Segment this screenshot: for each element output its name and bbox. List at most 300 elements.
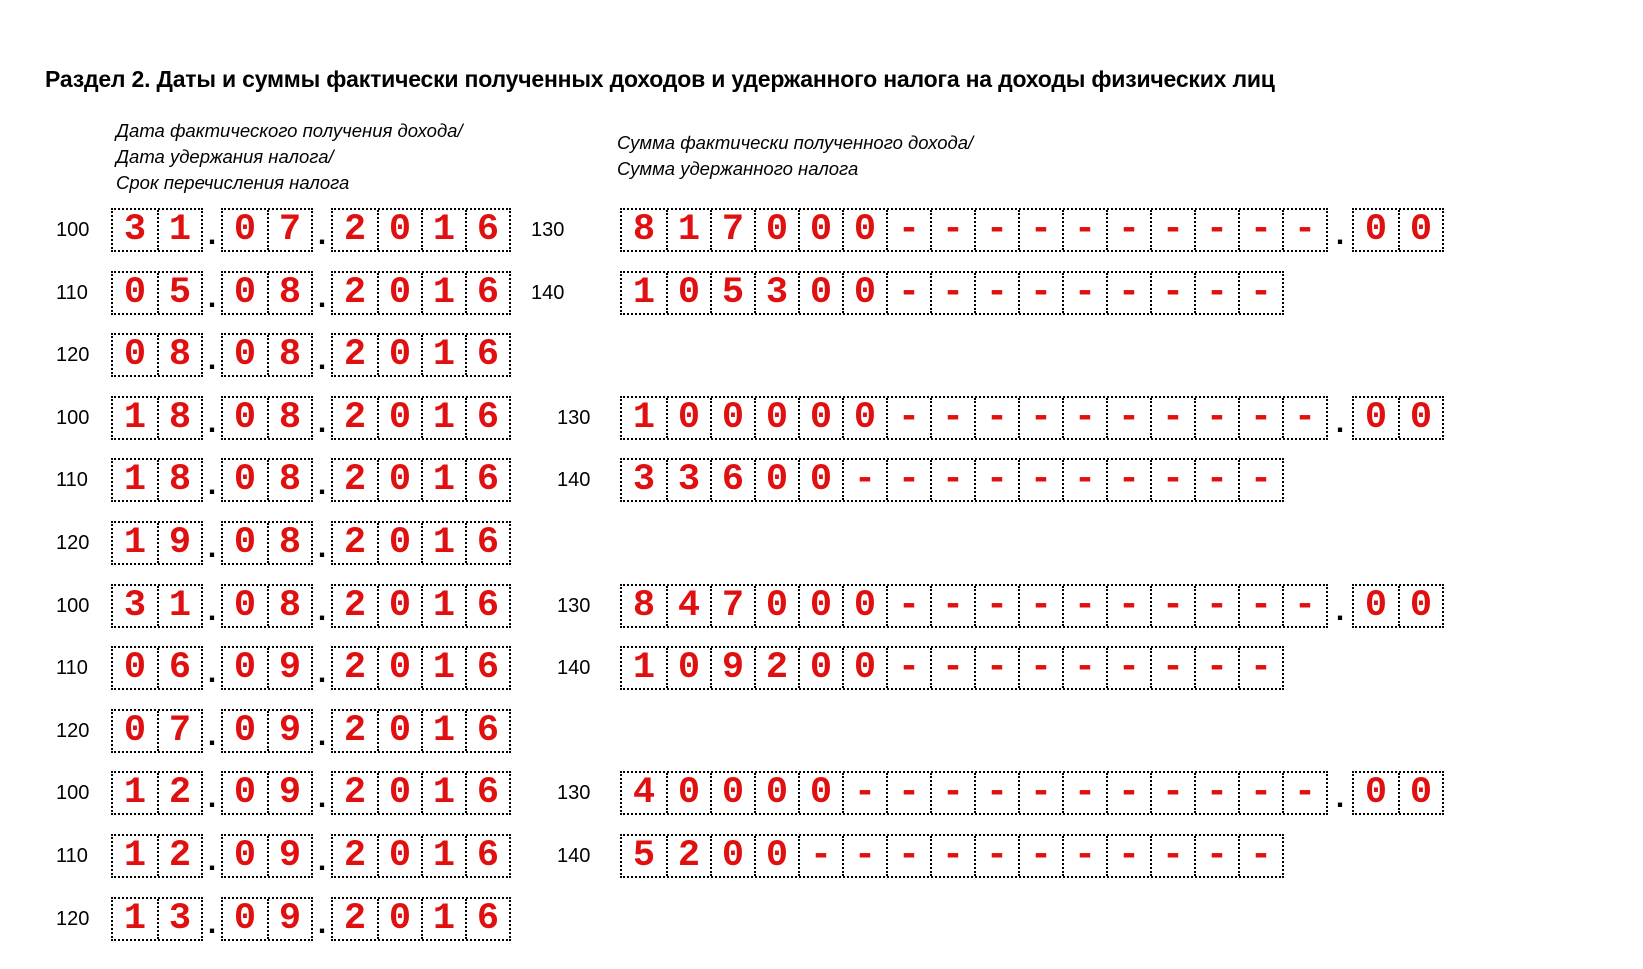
digit-cell: 6 (465, 523, 509, 563)
digit-cell: 0 (842, 648, 886, 688)
digit-cell: - (974, 648, 1018, 688)
day-cells (111, 458, 203, 502)
digit-cell: - (1282, 398, 1326, 438)
digit-cell: 1 (421, 773, 465, 813)
date-separator: . (313, 345, 332, 379)
digit-cell: 0 (666, 648, 710, 688)
month-cells (221, 709, 313, 753)
digit-cell: - (842, 836, 886, 876)
amount-cells (620, 458, 1284, 502)
digit-cell: - (1238, 648, 1282, 688)
digit-cell: 0 (1398, 773, 1442, 813)
month-cells (221, 584, 313, 628)
digit-cell: 6 (465, 648, 509, 688)
date-separator: . (203, 220, 222, 254)
digit-cell: 0 (377, 773, 421, 813)
date-separator: . (313, 408, 332, 442)
digit-cell: - (1106, 460, 1150, 500)
day-cells (111, 646, 203, 690)
digit-cell: 0 (666, 773, 710, 813)
digit-cell: - (1238, 460, 1282, 500)
digit-cell: 6 (157, 648, 201, 688)
digit-cell: - (1150, 773, 1194, 813)
month-cells (221, 897, 313, 941)
digit-cell: 1 (421, 460, 465, 500)
digit-cell: - (1238, 836, 1282, 876)
digit-cell: 6 (465, 899, 509, 939)
digit-cell: 8 (157, 335, 201, 375)
kopeck-cells (1352, 208, 1444, 252)
digit-cell: 0 (233, 397, 257, 439)
digit-cell: 0 (798, 210, 842, 250)
digit-cell: - (974, 398, 1018, 438)
digit-cell: - (886, 398, 930, 438)
digit-cell: 2 (343, 459, 367, 501)
year-cells (331, 771, 511, 815)
digit-cell: - (1018, 773, 1062, 813)
digit-cell: 0 (377, 273, 421, 313)
digit-cell: 0 (842, 586, 886, 626)
amount-line-code: 140 (531, 282, 565, 304)
digit-cell: 1 (123, 522, 147, 564)
digit-cell: - (1106, 836, 1150, 876)
digit-cell: 1 (157, 586, 201, 626)
digit-cell: - (1062, 273, 1106, 313)
digit-cell: 0 (842, 398, 886, 438)
digit-cell: 1 (421, 586, 465, 626)
month-cells (221, 521, 313, 565)
digit-cell: 0 (377, 836, 421, 876)
digit-cell: - (1018, 586, 1062, 626)
digit-cell: - (1106, 273, 1150, 313)
year-cells (331, 208, 511, 252)
digit-cell: 2 (343, 898, 367, 940)
digit-cell: - (1194, 773, 1238, 813)
digit-cell: - (1062, 836, 1106, 876)
digit-cell: 5 (632, 835, 656, 877)
digit-cell: 1 (421, 210, 465, 250)
digit-cell: 0 (377, 523, 421, 563)
day-cells (111, 709, 203, 753)
digit-cell: 3 (157, 899, 201, 939)
decimal-separator: . (1330, 596, 1349, 630)
digit-cell: - (1106, 210, 1150, 250)
year-cells (331, 521, 511, 565)
digit-cell: - (1018, 460, 1062, 500)
month-cells (221, 646, 313, 690)
digit-cell: - (1194, 460, 1238, 500)
digit-cell: 0 (842, 273, 886, 313)
digit-cell: 0 (233, 835, 257, 877)
digit-cell: 8 (157, 398, 201, 438)
digit-cell: 2 (343, 397, 367, 439)
digit-cell: 2 (343, 647, 367, 689)
digit-cell: 0 (233, 459, 257, 501)
decimal-separator: . (1330, 220, 1349, 254)
digit-cell: - (1062, 398, 1106, 438)
digit-cell: - (1018, 836, 1062, 876)
date-field[interactable] (111, 584, 511, 628)
digit-cell: - (930, 460, 974, 500)
date-field[interactable] (111, 208, 511, 252)
digit-cell: 6 (465, 210, 509, 250)
digit-cell: 6 (710, 460, 754, 500)
digit-cell: - (1238, 273, 1282, 313)
digit-cell: - (1282, 773, 1326, 813)
digit-cell: 0 (754, 398, 798, 438)
digit-cell: 8 (267, 335, 311, 375)
date-separator: . (203, 533, 222, 567)
digit-cell: - (974, 273, 1018, 313)
digit-cell: - (886, 773, 930, 813)
digit-cell: - (974, 836, 1018, 876)
digit-cell: 0 (233, 522, 257, 564)
year-cells (331, 396, 511, 440)
digit-cell: 2 (343, 334, 367, 376)
digit-cell: 3 (754, 273, 798, 313)
digit-cell: - (1150, 648, 1194, 688)
digit-cell: 1 (421, 836, 465, 876)
day-cells (111, 208, 203, 252)
date-field[interactable] (111, 521, 511, 565)
month-cells (221, 834, 313, 878)
digit-cell: 2 (666, 836, 710, 876)
line-code: 120 (56, 344, 90, 366)
digit-cell: 0 (123, 710, 147, 752)
digit-cell: 0 (842, 210, 886, 250)
digit-cell: 8 (267, 398, 311, 438)
digit-cell: - (842, 773, 886, 813)
day-cells (111, 271, 203, 315)
digit-cell: 2 (343, 835, 367, 877)
digit-cell: 0 (754, 586, 798, 626)
digit-cell: 7 (710, 210, 754, 250)
digit-cell: - (886, 648, 930, 688)
date-field[interactable] (111, 396, 511, 440)
amount-cells (620, 584, 1328, 628)
digit-cell: - (930, 836, 974, 876)
digit-cell: 0 (798, 398, 842, 438)
digit-cell: 6 (465, 586, 509, 626)
digit-cell: 1 (632, 647, 656, 689)
digit-cell: - (930, 273, 974, 313)
digit-cell: - (842, 460, 886, 500)
date-field[interactable] (111, 333, 511, 377)
amount-field[interactable] (620, 834, 1284, 878)
digit-cell: - (1018, 273, 1062, 313)
digit-cell: 9 (267, 648, 311, 688)
amount-field[interactable] (620, 396, 1444, 440)
digit-cell: 8 (267, 460, 311, 500)
year-cells (331, 834, 511, 878)
kopeck-cells (1352, 396, 1444, 440)
date-field[interactable] (111, 897, 511, 941)
digit-cell: - (1018, 398, 1062, 438)
date-separator: . (203, 283, 222, 317)
digit-cell: 5 (157, 273, 201, 313)
digit-cell: - (1282, 210, 1326, 250)
day-cells (111, 333, 203, 377)
digit-cell: 0 (1364, 772, 1388, 814)
digit-cell: 9 (267, 773, 311, 813)
digit-cell: 3 (632, 459, 656, 501)
amount-line-code: 130 (557, 407, 591, 429)
digit-cell: - (1150, 398, 1194, 438)
digit-cell: 1 (666, 210, 710, 250)
digit-cell: 1 (421, 335, 465, 375)
line-code: 110 (56, 657, 88, 679)
date-separator: . (313, 783, 332, 817)
digit-cell: 3 (666, 460, 710, 500)
month-cells (221, 271, 313, 315)
line-code: 100 (56, 219, 90, 241)
date-field[interactable] (111, 709, 511, 753)
amount-field[interactable] (620, 458, 1284, 502)
digit-cell: - (1062, 648, 1106, 688)
digit-cell: 1 (123, 835, 147, 877)
digit-cell: 6 (465, 460, 509, 500)
digit-cell: 7 (710, 586, 754, 626)
line-code: 110 (56, 845, 88, 867)
date-separator: . (313, 533, 332, 567)
date-separator: . (203, 408, 222, 442)
header-line: Дата фактического получения дохода/ (116, 120, 463, 141)
year-cells (331, 584, 511, 628)
digit-cell: 0 (377, 648, 421, 688)
amount-line-code: 140 (557, 845, 591, 867)
date-field[interactable] (111, 646, 511, 690)
digit-cell: 0 (233, 334, 257, 376)
digit-cell: 1 (421, 899, 465, 939)
digit-cell: 8 (632, 585, 656, 627)
amount-field[interactable] (620, 208, 1444, 252)
digit-cell: 0 (1364, 397, 1388, 439)
amount-line-code: 140 (557, 469, 591, 491)
digit-cell: 1 (123, 459, 147, 501)
digit-cell: 0 (123, 647, 147, 689)
digit-cell: 1 (421, 398, 465, 438)
digit-cell: - (1018, 648, 1062, 688)
date-separator: . (313, 721, 332, 755)
digit-cell: 9 (267, 836, 311, 876)
digit-cell: 6 (465, 273, 509, 313)
line-code: 100 (56, 407, 90, 429)
digit-cell: 0 (710, 836, 754, 876)
digit-cell: 0 (1364, 585, 1388, 627)
line-code: 120 (56, 908, 90, 930)
digit-cell: 0 (377, 899, 421, 939)
digit-cell: 0 (754, 210, 798, 250)
digit-cell: - (1106, 773, 1150, 813)
digit-cell: 0 (666, 273, 710, 313)
digit-cell: 0 (377, 210, 421, 250)
date-field[interactable] (111, 458, 511, 502)
digit-cell: - (1194, 210, 1238, 250)
digit-cell: 8 (267, 523, 311, 563)
amount-cells (620, 646, 1284, 690)
digit-cell: 0 (233, 647, 257, 689)
digit-cell: - (1150, 836, 1194, 876)
decimal-separator: . (1330, 408, 1349, 442)
year-cells (331, 458, 511, 502)
amount-cells (620, 271, 1284, 315)
digit-cell: 0 (754, 773, 798, 813)
amount-cells (620, 771, 1328, 815)
digit-cell: 7 (267, 210, 311, 250)
digit-cell: 0 (233, 585, 257, 627)
digit-cell: - (1062, 460, 1106, 500)
digit-cell: 1 (421, 523, 465, 563)
year-cells (331, 271, 511, 315)
digit-cell: 0 (798, 648, 842, 688)
digit-cell: - (1282, 586, 1326, 626)
date-separator: . (203, 596, 222, 630)
digit-cell: 1 (632, 272, 656, 314)
digit-cell: 0 (798, 273, 842, 313)
digit-cell: 0 (233, 772, 257, 814)
digit-cell: 0 (666, 398, 710, 438)
amount-field[interactable] (620, 271, 1284, 315)
digit-cell: 0 (377, 460, 421, 500)
digit-cell: - (1194, 648, 1238, 688)
digit-cell: 6 (465, 335, 509, 375)
month-cells (221, 771, 313, 815)
date-separator: . (203, 470, 222, 504)
header-line: Сумма удержанного налога (617, 158, 859, 179)
date-field[interactable] (111, 771, 511, 815)
date-separator: . (313, 470, 332, 504)
digit-cell: 2 (343, 710, 367, 752)
year-cells (331, 646, 511, 690)
digit-cell: - (1018, 210, 1062, 250)
section-title: Раздел 2. Даты и суммы фактически полученных доходов и удержанного налога на доходы физических лиц (45, 66, 1275, 92)
date-separator: . (313, 658, 332, 692)
amount-line-code: 130 (557, 782, 591, 804)
digit-cell: - (1194, 398, 1238, 438)
digit-cell: 5 (710, 273, 754, 313)
digit-cell: 1 (421, 711, 465, 751)
date-separator: . (203, 658, 222, 692)
digit-cell: 0 (123, 272, 147, 314)
date-separator: . (203, 783, 222, 817)
digit-cell: 9 (710, 648, 754, 688)
digit-cell: 2 (343, 772, 367, 814)
date-separator: . (313, 596, 332, 630)
digit-cell: - (930, 398, 974, 438)
digit-cell: 4 (666, 586, 710, 626)
date-field[interactable] (111, 834, 511, 878)
digit-cell: 0 (233, 898, 257, 940)
digit-cell: 8 (632, 209, 656, 251)
header-line: Сумма фактически полученного дохода/ (617, 132, 974, 153)
digit-cell: 0 (233, 272, 257, 314)
digit-cell: - (1106, 398, 1150, 438)
line-code: 100 (56, 595, 90, 617)
amount-line-code: 140 (557, 657, 591, 679)
month-cells (221, 208, 313, 252)
digit-cell: 4 (632, 772, 656, 814)
digit-cell: - (1194, 273, 1238, 313)
digit-cell: - (974, 586, 1018, 626)
amount-cells (620, 834, 1284, 878)
amount-field[interactable] (620, 646, 1284, 690)
digit-cell: 0 (377, 711, 421, 751)
digit-cell: - (1062, 773, 1106, 813)
digit-cell: 9 (267, 899, 311, 939)
digit-cell: 3 (123, 209, 147, 251)
decimal-separator: . (1330, 783, 1349, 817)
digit-cell: 8 (267, 273, 311, 313)
digit-cell: - (1238, 210, 1282, 250)
digit-cell: - (1106, 586, 1150, 626)
amount-field[interactable] (620, 584, 1444, 628)
digit-cell: 1 (421, 273, 465, 313)
digit-cell: 9 (267, 711, 311, 751)
digit-cell: - (1062, 586, 1106, 626)
date-column-header (116, 118, 463, 196)
header-line: Срок перечисления налога (116, 172, 350, 193)
line-code: 120 (56, 532, 90, 554)
day-cells (111, 897, 203, 941)
date-separator: . (313, 220, 332, 254)
digit-cell: 6 (465, 398, 509, 438)
day-cells (111, 396, 203, 440)
digit-cell: - (886, 210, 930, 250)
digit-cell: 0 (1398, 398, 1442, 438)
digit-cell: - (886, 460, 930, 500)
month-cells (221, 458, 313, 502)
amount-line-code: 130 (531, 219, 565, 241)
month-cells (221, 396, 313, 440)
day-cells (111, 771, 203, 815)
digit-cell: 0 (1364, 209, 1388, 251)
digit-cell: - (974, 773, 1018, 813)
digit-cell: - (1194, 586, 1238, 626)
digit-cell: 2 (157, 773, 201, 813)
digit-cell: 2 (343, 272, 367, 314)
date-separator: . (203, 721, 222, 755)
date-separator: . (203, 345, 222, 379)
digit-cell: - (974, 210, 1018, 250)
digit-cell: - (886, 586, 930, 626)
date-separator: . (203, 909, 222, 943)
digit-cell: 0 (754, 836, 798, 876)
digit-cell: - (930, 773, 974, 813)
digit-cell: 7 (157, 711, 201, 751)
digit-cell: - (930, 586, 974, 626)
digit-cell: 2 (157, 836, 201, 876)
digit-cell: 0 (1398, 210, 1442, 250)
kopeck-cells (1352, 584, 1444, 628)
digit-cell: 0 (233, 209, 257, 251)
digit-cell: - (1062, 210, 1106, 250)
amount-line-code: 130 (557, 595, 591, 617)
digit-cell: 6 (465, 773, 509, 813)
year-cells (331, 897, 511, 941)
digit-cell: - (886, 836, 930, 876)
day-cells (111, 834, 203, 878)
date-field[interactable] (111, 271, 511, 315)
date-separator: . (313, 846, 332, 880)
digit-cell: 8 (157, 460, 201, 500)
digit-cell: - (1238, 586, 1282, 626)
amount-cells (620, 208, 1328, 252)
line-code: 110 (56, 282, 88, 304)
digit-cell: - (1106, 648, 1150, 688)
kopeck-cells (1352, 771, 1444, 815)
amount-field[interactable] (620, 771, 1444, 815)
line-code: 120 (56, 720, 90, 742)
